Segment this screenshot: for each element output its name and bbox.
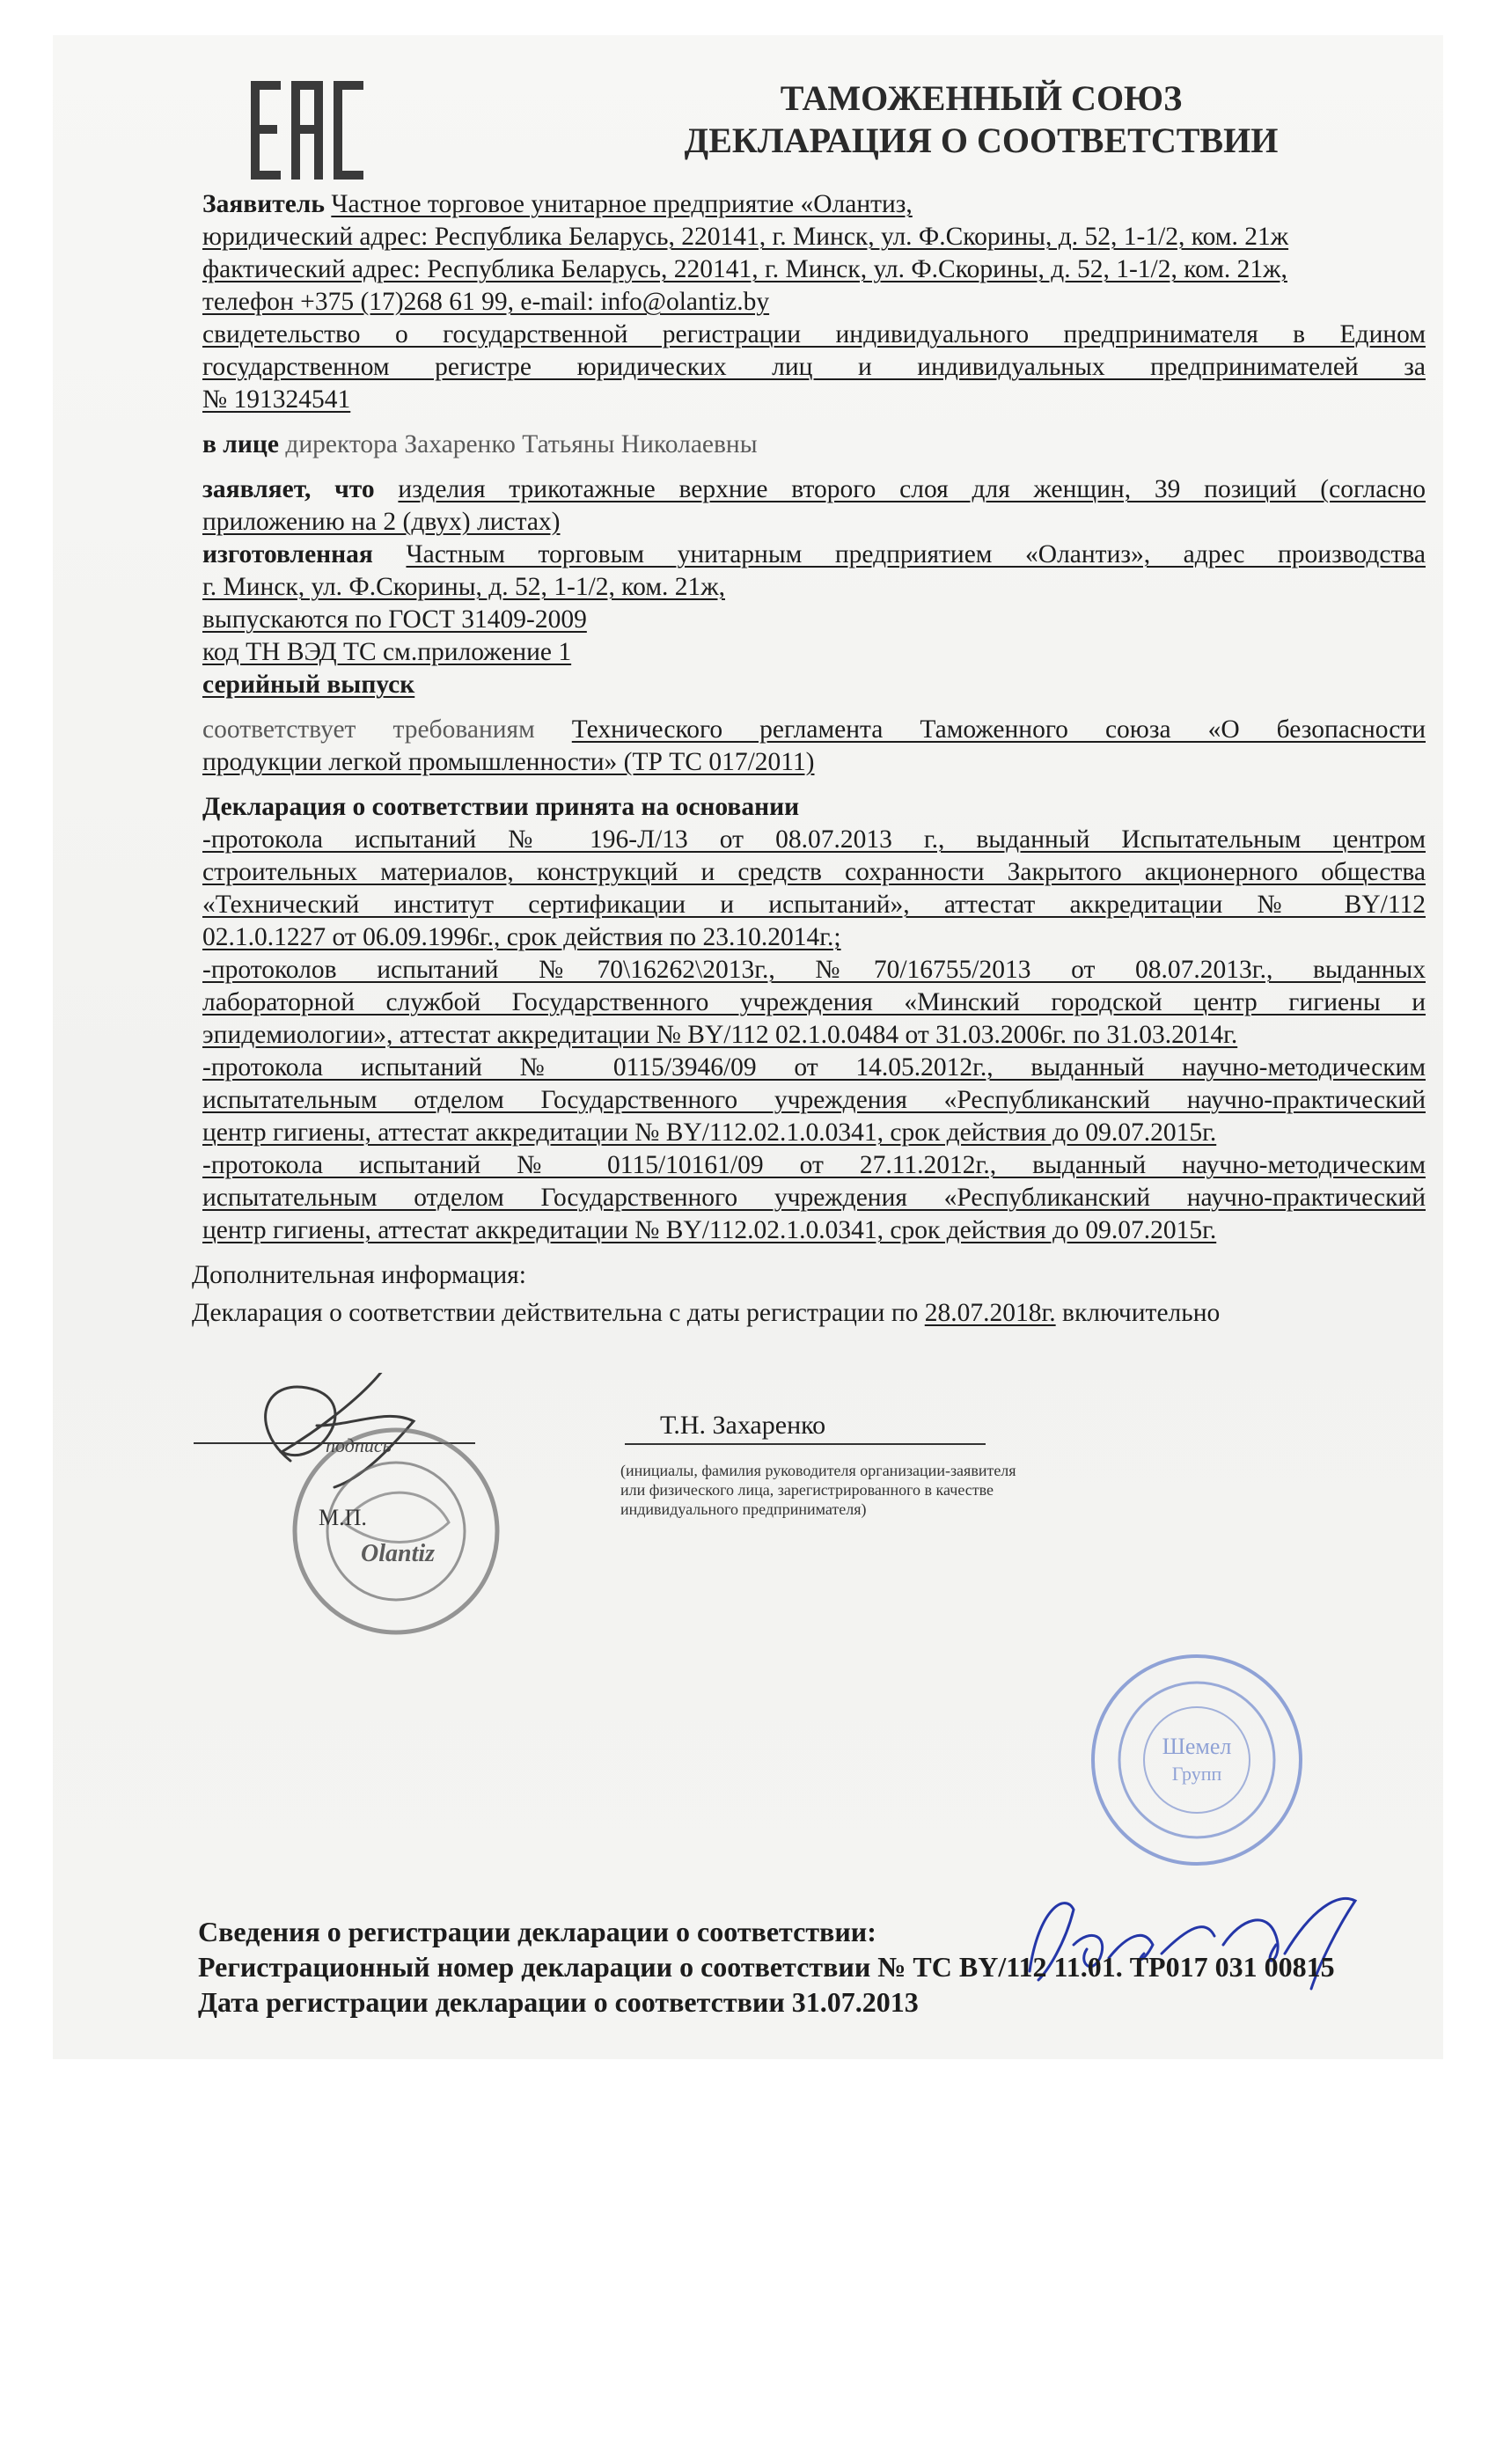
basis-line: испытательным отделом Государственного учреждения «Республиканский научно-практический bbox=[202, 1086, 1426, 1114]
sign-caption: подпись bbox=[326, 1434, 392, 1456]
stamp-caption: М.П. bbox=[319, 1505, 367, 1530]
declares-label: заявляет, что bbox=[202, 475, 375, 503]
certifying-stamp bbox=[1078, 1641, 1316, 1879]
made-label: изготовленная bbox=[202, 540, 373, 568]
basis-line: лабораторной службой Государственного учреждения «Минский городской центр гигиены и bbox=[202, 988, 1426, 1016]
signer-name: Т.Н. Захаренко bbox=[625, 1408, 986, 1445]
basis-line: -протокола испытаний № 0115/3946/09 от 14.05.2012г., выданный научно-методическим bbox=[202, 1053, 1426, 1082]
basis-line: эпидемиологии», аттестат аккредитации № BY/112 02.1.0.0484 от 31.03.2006г. по 31.03.2014г. bbox=[202, 1021, 1238, 1049]
applicant-label: Заявитель bbox=[202, 190, 325, 218]
actual-address: фактический адрес: Республика Беларусь, 220141, г. Минск, ул. Ф.Скорины, д. 52, 1-1/2, ком. 21ж, bbox=[202, 255, 1287, 283]
basis-line: центр гигиены, аттестат аккредитации № BY/112.02.1.0.0341, срок действия до 09.07.2015г. bbox=[202, 1118, 1217, 1147]
made-line-1: Частным торговым унитарным предприятием «Олантиз», адрес производства bbox=[406, 540, 1426, 568]
conformity-label: соответствует требованиям bbox=[202, 715, 535, 744]
validity-prefix: Декларация о соответствии действительна с даты регистрации по bbox=[192, 1299, 919, 1327]
tnved-line: код ТН ВЭД ТС см.приложение 1 bbox=[202, 638, 572, 666]
svg-text:Групп: Групп bbox=[1171, 1763, 1222, 1785]
serial-line: серийный выпуск bbox=[202, 671, 415, 699]
validity-suffix: включительно bbox=[1062, 1299, 1221, 1327]
registration-number: № 191324541 bbox=[202, 385, 351, 414]
signer-note-line-3: индивидуального предпринимателя) bbox=[620, 1500, 867, 1518]
stamp-logo: Olantiz bbox=[361, 1540, 436, 1567]
basis-line: -протокола испытаний № 196-Л/13 от 08.07.2013 г., выданный Испытательным центром bbox=[202, 825, 1426, 854]
basis-line: центр гигиены, аттестат аккредитации № BY/112.02.1.0.0341, срок действия до 09.07.2015г. bbox=[202, 1216, 1217, 1244]
basis-line: «Технический институт сертификации и испытаний», аттестат аккредитации № BY/112 bbox=[202, 891, 1426, 919]
basis-line: испытательным отделом Государственного учреждения «Республиканский научно-практический bbox=[202, 1184, 1426, 1212]
additional-label: Дополнительная информация: bbox=[192, 1261, 526, 1289]
registration-heading: Сведения о регистрации декларации о соответствии: bbox=[198, 1916, 876, 1947]
made-line-2: г. Минск, ул. Ф.Скорины, д. 52, 1-1/2, ком. 21ж, bbox=[202, 573, 725, 601]
registration-number: № ТС BY/112 11.01. ТР017 031 00815 bbox=[877, 1951, 1335, 1983]
basis-heading: Декларация о соответствии принята на основании bbox=[202, 793, 800, 821]
header-title-union: ТАМОЖЕННЫЙ СОЮЗ bbox=[780, 78, 1183, 118]
header-title-declaration: ДЕКЛАРАЦИЯ О СООТВЕТСТВИИ bbox=[684, 121, 1279, 160]
declares-line-1: изделия трикотажные верхние второго слоя для женщин, 39 позиций (согласно bbox=[398, 475, 1426, 503]
basis-line: -протокола испытаний № 0115/10161/09 от 27.11.2012г., выданный научно-методическим bbox=[202, 1151, 1426, 1179]
signer-note-line-2: или физического лица, зарегистрированного в качестве bbox=[620, 1481, 994, 1499]
registration-date-label: Дата регистрации декларации о соответствии bbox=[198, 1986, 785, 2018]
gost-line: выпускаются по ГОСТ 31409-2009 bbox=[202, 605, 587, 634]
signer-note-line-1: (инициалы, фамилия руководителя организации-заявителя bbox=[620, 1462, 1016, 1479]
eac-logo bbox=[251, 81, 365, 180]
declares-line-2: приложению на 2 (двух) листах) bbox=[202, 508, 561, 536]
basis-line: 02.1.0.1227 от 06.09.1996г., срок действия по 23.10.2014г.; bbox=[202, 923, 841, 951]
basis-line: -протоколов испытаний №70\16262\2013г., №70/16755/2013 от 08.07.2013г., выданных bbox=[202, 956, 1426, 984]
company-stamp bbox=[295, 1430, 497, 1632]
registration-date: 31.07.2013 bbox=[791, 1986, 919, 2018]
registration-number-label: Регистрационный номер декларации о соответствии bbox=[198, 1951, 871, 1983]
svg-text:Шемел: Шемел bbox=[1162, 1734, 1232, 1759]
representative-text: директора Захаренко Татьяны Николаевны bbox=[285, 430, 758, 458]
registration-line-2: государственном регистре юридических лиц и индивидуальных предпринимателей за bbox=[202, 353, 1426, 381]
conformity-line-2: продукции легкой промышленности» (ТР ТС 017/2011) bbox=[202, 748, 815, 776]
registration-line-1: свидетельство о государственной регистрации индивидуального предпринимателя в Едином bbox=[202, 320, 1426, 348]
representative-label: в лице bbox=[202, 430, 279, 458]
applicant-name: Частное торговое унитарное предприятие «Олантиз, bbox=[331, 190, 913, 218]
validity-date: 28.07.2018г. bbox=[924, 1299, 1056, 1327]
contacts: телефон +375 (17)268 61 99, e-mail: info@olantiz.by bbox=[202, 288, 770, 316]
legal-address: юридический адрес: Республика Беларусь, 220141, г. Минск, ул. Ф.Скорины, д. 52, 1-1/2, ком. 21ж bbox=[202, 223, 1289, 251]
basis-line: строительных материалов, конструкций и средств сохранности Закрытого акционерного общества bbox=[202, 858, 1426, 886]
conformity-line-1: Технического регламента Таможенного союза «О безопасности bbox=[571, 715, 1426, 744]
